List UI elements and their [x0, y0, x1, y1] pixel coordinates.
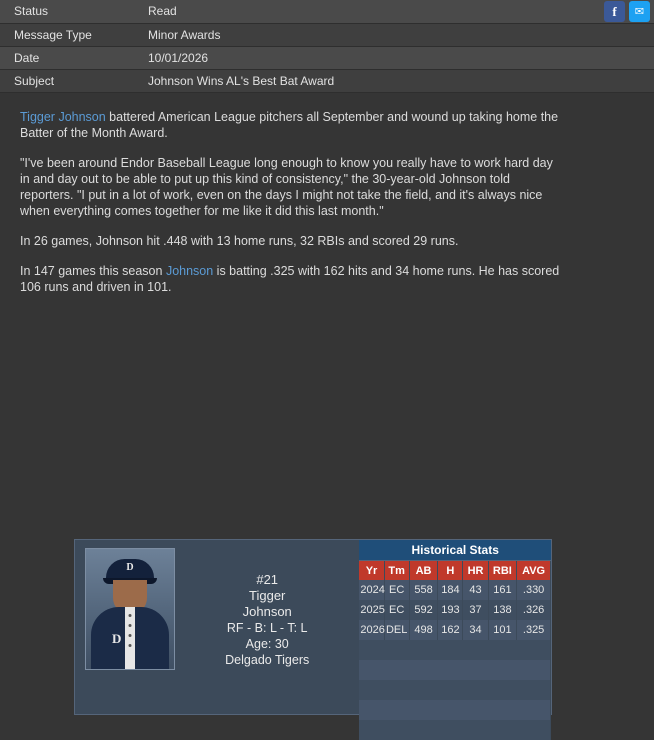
cell-hr: 43	[463, 580, 488, 600]
uniform-button-icon	[129, 624, 132, 627]
player-link-johnson[interactable]: Johnson	[165, 263, 214, 278]
player-card-left	[75, 540, 359, 714]
player-photo	[85, 548, 175, 670]
article-paragraph-3: In 26 games, Johnson hit .448 with 13 home runs, 32 RBIs and scored 29 runs.	[20, 233, 459, 248]
table-row	[359, 620, 550, 640]
table-row	[0, 0, 654, 23]
player-number: #21	[256, 572, 279, 587]
article-body	[0, 93, 586, 295]
meta-value-subject: Johnson Wins AL's Best Bat Award	[134, 69, 654, 92]
player-info	[175, 548, 359, 714]
article-paragraph-1	[20, 109, 566, 141]
empty-cell	[359, 700, 550, 720]
player-card	[74, 539, 552, 715]
meta-label-message-type: Message Type	[0, 23, 134, 46]
cell-tm: EC	[384, 580, 409, 600]
table-row-empty	[359, 720, 550, 740]
article-paragraph-4	[20, 263, 566, 295]
cell-rbi: 161	[488, 580, 517, 600]
article-paragraph-4-pre: In 147 games this season	[20, 263, 166, 278]
cell-yr: 2026	[359, 620, 384, 640]
uniform-button-icon	[129, 644, 132, 647]
cell-ab: 558	[409, 580, 438, 600]
historical-stats-table	[359, 561, 551, 740]
table-row-empty	[359, 640, 550, 660]
meta-label-subject: Subject	[0, 69, 134, 92]
table-row	[0, 46, 654, 69]
empty-cell	[359, 720, 550, 740]
player-first-name: Tigger	[249, 588, 286, 603]
article-paragraph-4-rest: is batting .325 with 162 hits and 34 home runs. He has scored 106 runs and driven in 101.	[20, 263, 560, 294]
table-row	[0, 69, 654, 92]
table-row-empty	[359, 680, 550, 700]
player-team: Delgado Tigers	[225, 653, 310, 667]
table-header-row	[359, 561, 550, 580]
cell-rbi: 101	[488, 620, 517, 640]
player-position-bats-throws: RF - B: L - T: L	[226, 621, 308, 635]
col-avg: AVG	[517, 561, 551, 580]
cell-tm: EC	[384, 600, 409, 620]
player-last-name: Johnson	[242, 604, 292, 619]
uniform-button-icon	[129, 614, 132, 617]
meta-value-date: 10/01/2026	[134, 46, 654, 69]
player-age: Age: 30	[245, 637, 289, 651]
meta-label-date: Date	[0, 46, 134, 69]
player-link-tigger-johnson[interactable]: Tigger Johnson	[20, 109, 106, 124]
table-row	[359, 600, 550, 620]
cell-tm: DEL	[384, 620, 409, 640]
empty-cell	[359, 640, 550, 660]
meta-value-status	[134, 0, 654, 23]
meta-label-status: Status	[0, 0, 134, 23]
table-row-empty	[359, 700, 550, 720]
cell-yr: 2025	[359, 600, 384, 620]
cell-rbi: 138	[488, 600, 517, 620]
table-row	[0, 23, 654, 46]
uniform-button-icon	[129, 634, 132, 637]
empty-cell	[359, 680, 550, 700]
cell-h: 184	[438, 580, 463, 600]
col-tm: Tm	[384, 561, 409, 580]
article-paragraph-1-rest: battered American League pitchers all September and wound up taking home the Batter of the Month Award.	[20, 109, 559, 140]
message-meta-table	[0, 0, 654, 93]
col-ab: AB	[409, 561, 438, 580]
cell-h: 193	[438, 600, 463, 620]
table-row	[359, 580, 550, 600]
historical-stats-panel	[359, 540, 551, 714]
cell-avg: .326	[517, 600, 551, 620]
cell-avg: .330	[517, 580, 551, 600]
historical-stats-title: Historical Stats	[359, 540, 551, 561]
col-rbi: RBI	[488, 561, 517, 580]
facebook-share-icon[interactable]: f	[604, 1, 625, 22]
cell-avg: .325	[517, 620, 551, 640]
cell-hr: 37	[463, 600, 488, 620]
cell-h: 162	[438, 620, 463, 640]
col-h: H	[438, 561, 463, 580]
twitter-share-icon[interactable]: ✉	[629, 1, 650, 22]
social-buttons	[604, 1, 650, 22]
team-logo-icon: D	[112, 631, 122, 646]
cell-hr: 34	[463, 620, 488, 640]
cell-ab: 592	[409, 600, 438, 620]
meta-value-status-text: Read	[148, 4, 177, 19]
col-hr: HR	[463, 561, 488, 580]
empty-cell	[359, 660, 550, 680]
article-paragraph-2: "I've been around Endor Baseball League long enough to know you really have to work hard day in and day out to be able to put up this kind of consistency," the 30-year-old Johnson told reporters. "I put in a lot of work, even on the days I might not take the field, and it's always nice when everything comes together for me like it did this last month."	[20, 155, 553, 218]
meta-value-message-type: Minor Awards	[134, 23, 654, 46]
col-yr: Yr	[359, 561, 384, 580]
cell-ab: 498	[409, 620, 438, 640]
cell-yr: 2024	[359, 580, 384, 600]
table-row-empty	[359, 660, 550, 680]
